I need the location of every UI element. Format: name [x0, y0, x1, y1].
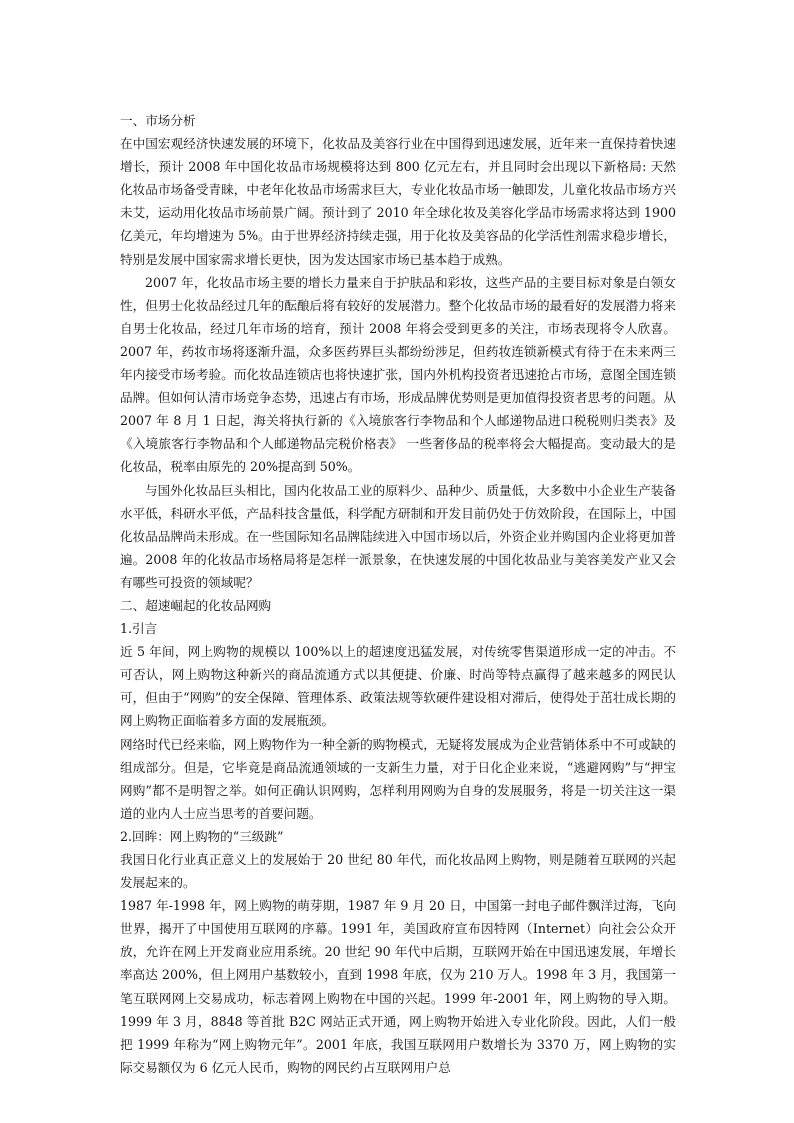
paragraph-intro-era: 网络时代已经来临，网上购物作为一种全新的购物模式，无疑将发展成为企业营销体系中不可或缺的组成部分。但是，它毕竟是商品流通领域的一支新生力量，对于日化企业来说，“逃避网购”与“押宝网购”都不是明智之举。如何正确认识网购，怎样利用网购为自身的发展服务，将是一切关注这一渠道的业内人士应当思考的首要问题。: [120, 736, 676, 821]
section-heading-online-shopping: 二、超速崛起的化妆品网购: [120, 597, 272, 613]
paragraph-domestic-industry: 与国外化妆品巨头相比，国内化妆品工业的原料少、品种少、质量低，大多数中小企业生产装备水平低，科研水平低，产品科技含量低，科学配方研制和开发目前仍处于仿效阶段，在国际上，中国化妆品品牌尚未形成。在一些国际知名品牌陆续进入中国市场以后，外资企业并购国内企业将更加普遍。2008 年的化妆品市场格局将是怎样一派景象，在快速发展的中国化妆品业与美容美发产业又会有哪些可投资的领域呢？: [120, 482, 676, 590]
paragraph-market-overview: 在中国宏观经济快速发展的环境下，化妆品及美容行业在中国得到迅速发展，近年来一直保持着快速增长，预计 2008 年中国化妆品市场规模将达到 800 亿元左右，并且同时会出现以下新格局: 天然化妆品市场备受青睐，中老年化妆品市场需求巨大，专业化妆品市场一触即发，儿童化妆品市场方兴未艾，运动用化妆品市场前景广阔。预计到了 2010 年全球化妆及美容化学品市场需求将达到 1900 亿美元，年均增速为 5%。由于世界经济持续走强，用于化妆及美容品的化学活性剂需求稳步增长，特别是发展中国家需求增长更快，因为发达国家市场已基本趋于成熟。: [120, 136, 676, 267]
subheading-review: 2.回眸：网上购物的“三级跳”: [120, 828, 284, 844]
paragraph-intro-growth: 近 5 年间，网上购物的规模以 100%以上的超速度迅猛发展，对传统零售渠道形成一定的冲击。不可否认，网上购物这种新兴的商品流通方式以其便捷、价廉、时尚等特点赢得了越来越多的网民认可，但由于“网购”的安全保障、管理体系、政策法规等软硬件建设相对滞后，使得处于茁壮成长期的网上购物正面临着多方面的发展瓶颈。: [120, 644, 676, 729]
section-heading-market-analysis: 一、市场分析: [120, 113, 196, 128]
paragraph-history-timeline: 1987 年-1998 年，网上购物的萌芽期，1987 年 9 月 20 日，中国第一封电子邮件飘洋过海，飞向世界，揭开了中国使用互联网的序幕。1991 年，美国政府宣布因特网（Internet）向社会公众开放，允许在网上开发商业应用系统。20 世纪 90 年代中后期，互联网开始在中国迅速发展，年增长率高达 200%，但上网用户基数较小，直到 1998 年底，仅为 210 万人。1998 年 3 月，我国第一笔互联网网上交易成功，标志着网上购物在中国的兴起。1999 年-2001 年，网上购物的导入期。1999 年 3 月，8848 等首批 B2C 网站正式开通，网上购物开始进入专业化阶段。因此，人们一般把 1999 年称为“网上购物元年”。2001 年底，我国互联网用户数增长为 3370 万，网上购物的实际交易额仅为 6 亿元人民币，购物的网民约占互联网用户总: [120, 898, 676, 1075]
paragraph-2007-market: 2007 年，化妆品市场主要的增长力量来自于护肤品和彩妆，这些产品的主要目标对象是白领女性，但男士化妆品经过几年的酝酿后将有较好的发展潜力。整个化妆品市场的最看好的发展潜力将来自男士化妆品，经过几年市场的培育，预计 2008 年将会受到更多的关注，市场表现将令人欣喜。2007 年，药妆市场将逐渐升温，众多医药界巨头都纷纷涉足，但药妆连锁新模式有待于在未来两三年内接受市场考验。而化妆品连锁店也将快速扩张，国内外机构投资者迅速抢占市场，意图全国连锁品牌。但如何认清市场竞争态势，迅速占有市场，形成品牌优势则是更加值得投资者思考的问题。从 2007 年 8 月 1 日起，海关将执行新的《入境旅客行李物品和个人邮递物品进口税税则归类表》及《入境旅客行李物品和个人邮递物品完税价格表》 一些奢侈品的税率将会大幅提高。变动最大的是化妆品，税率由原先的 20%提高到 50%。: [120, 274, 676, 475]
paragraph-history-origin: 我国日化行业真正意义上的发展始于 20 世纪 80 年代，而化妆品网上购物，则是随着互联网的兴起发展起来的。: [120, 852, 676, 891]
subheading-introduction: 1.引言: [120, 621, 158, 637]
document-page: [120, 109, 676, 1079]
